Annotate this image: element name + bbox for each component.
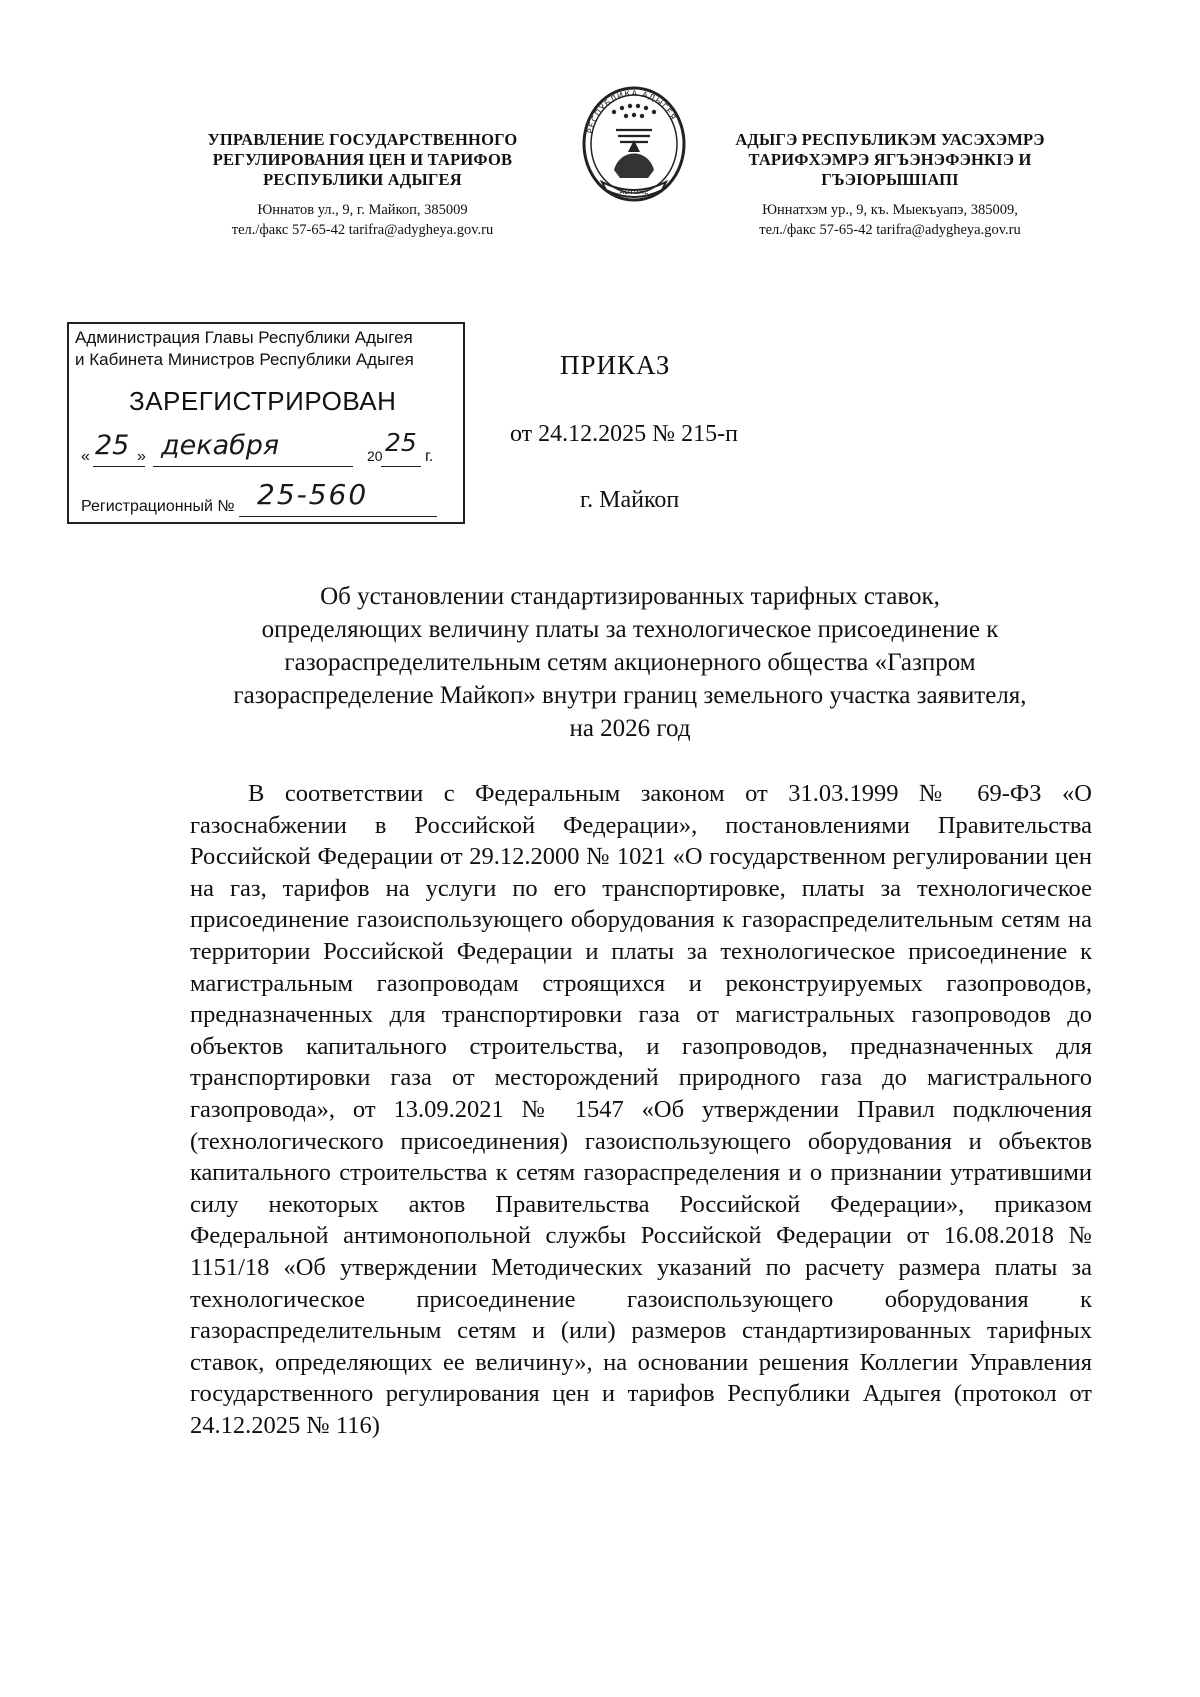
- org-address-ru: Юннатов ул., 9, г. Майкоп, 385009: [257, 202, 468, 218]
- svg-text:ADYGHE: ADYGHE: [619, 188, 649, 196]
- stamp-date: [81, 428, 461, 478]
- registration-stamp: [67, 322, 465, 524]
- stamp-close-quote: »: [137, 448, 146, 465]
- stamp-authority-line1: Администрация Главы Республики Адыгея: [75, 328, 413, 347]
- stamp-day-handwritten: 25: [95, 430, 130, 461]
- stamp-reg-number-label: Регистрационный №: [81, 498, 235, 515]
- header-left-org: [175, 130, 550, 240]
- stamp-year-suffix: г.: [425, 448, 434, 465]
- stamp-registered-label: ЗАРЕГИСТРИРОВАН: [129, 386, 397, 416]
- subject-line: Об установлении стандартизированных тарифных ставок,: [320, 583, 940, 610]
- stamp-month-handwritten: декабря: [161, 430, 280, 461]
- stamp-month-underline: [153, 466, 353, 467]
- subject-line: газораспределительным сетям акционерного общества «Газпром: [284, 649, 976, 676]
- order-subject: [160, 580, 1100, 745]
- org-name-ru-line3: РЕСПУБЛИКИ АДЫГЕЯ: [263, 170, 462, 189]
- stamp-year-handwritten: 25: [385, 428, 417, 457]
- stamp-reg-number-underline: [239, 516, 437, 517]
- svg-text:РЕСПУБЛИКА АДЫГЕЯ: [586, 89, 678, 135]
- stamp-authority-line2: и Кабинета Министров Республики Адыгея: [75, 350, 414, 369]
- stamp-year-prefix: 20: [367, 448, 383, 464]
- org-name-ru-line2: РЕГУЛИРОВАНИЯ ЦЕН И ТАРИФОВ: [212, 150, 513, 169]
- stamp-reg-number-row: [81, 478, 461, 520]
- order-preamble-paragraph: В соответствии с Федеральным законом от 31.03.1999 № 69-ФЗ «О газоснабжении в Российской Федерации», постановлениями Правительства Российской Федерации от 29.12.2000 № 1021 «О государственном регулировании цен на газ, тарифов на услуги по его транспортировке, платы за технологическое присоединение газоиспользующего оборудования к газораспределительным сетям на территории Российской Федерации и платы за технологическое присоединение к магистральным газопроводам строящихся и реконструируемых газопроводов, предназначенных для транспортировки газа от магистральных газопроводов до объектов капитального строительства, и газопроводов, предназначенных для транспортировки газа от месторождений природного газа до магистрального газопровода», от 13.09.2021 № 1547 «Об утверждении Правил подключения (технологического присоединения) газоиспользующего оборудования и объектов капитального строительства к сетям газораспределения и о признании утратившими силу некоторых актов Правительства Российской Федерации», приказом Федеральной антимонопольной службы Российской Федерации от 16.08.2018 № 1151/18 «Об утверждении Методических указаний по расчету размера платы за технологическое присоединение газоиспользующего оборудования к газораспределительным сетям и (или) размеров стандартизированных тарифных ставок, определяющих ее величину», на основании решения Коллегии Управления государственного регулирования цен и тарифов Республики Адыгея (протокол от 24.12.2025 № 116): [190, 780, 1092, 1439]
- org-name-ru-line1: УПРАВЛЕНИЕ ГОСУДАРСТВЕННОГО: [207, 130, 518, 149]
- stamp-year-underline: [381, 466, 421, 467]
- subject-line: определяющих величину платы за технологическое присоединение к: [261, 616, 999, 643]
- subject-line: на 2026 год: [569, 715, 691, 742]
- org-address-ady: Юннатхэм ур., 9, къ. Мыекъуапэ, 385009,: [762, 202, 1018, 218]
- header-right-org: [700, 130, 1080, 240]
- stamp-reg-number-handwritten: 25-560: [257, 478, 369, 511]
- org-name-ady-line3: ГЪЭIОРЫШIАПI: [821, 170, 959, 189]
- order-date-number: от 24.12.2025 № 215-п: [510, 421, 738, 447]
- org-name-ady-line1: АДЫГЭ РЕСПУБЛИКЭМ УАСЭХЭМРЭ: [735, 130, 1045, 149]
- order-city: г. Майкоп: [580, 487, 680, 513]
- org-contacts-ru: тел./факс 57-65-42 tarifra@adygheya.gov.ru: [231, 222, 494, 238]
- stamp-day-underline: [93, 466, 145, 467]
- stamp-open-quote: «: [81, 448, 90, 465]
- org-name-ady-line2: ТАРИФХЭМРЭ ЯГЪЭНЭФЭНКIЭ И: [748, 150, 1032, 169]
- emblem-inscription: РЕСПУБЛИКА АДЫГЕЯ: [585, 88, 678, 135]
- org-contacts-ady: тел./факс 57-65-42 tarifra@adygheya.gov.ru: [759, 222, 1021, 238]
- subject-line: газораспределение Майкоп» внутри границ земельного участка заявителя,: [233, 682, 1027, 709]
- order-title: ПРИКАЗ: [560, 350, 671, 380]
- coat-of-arms-icon: [578, 82, 690, 210]
